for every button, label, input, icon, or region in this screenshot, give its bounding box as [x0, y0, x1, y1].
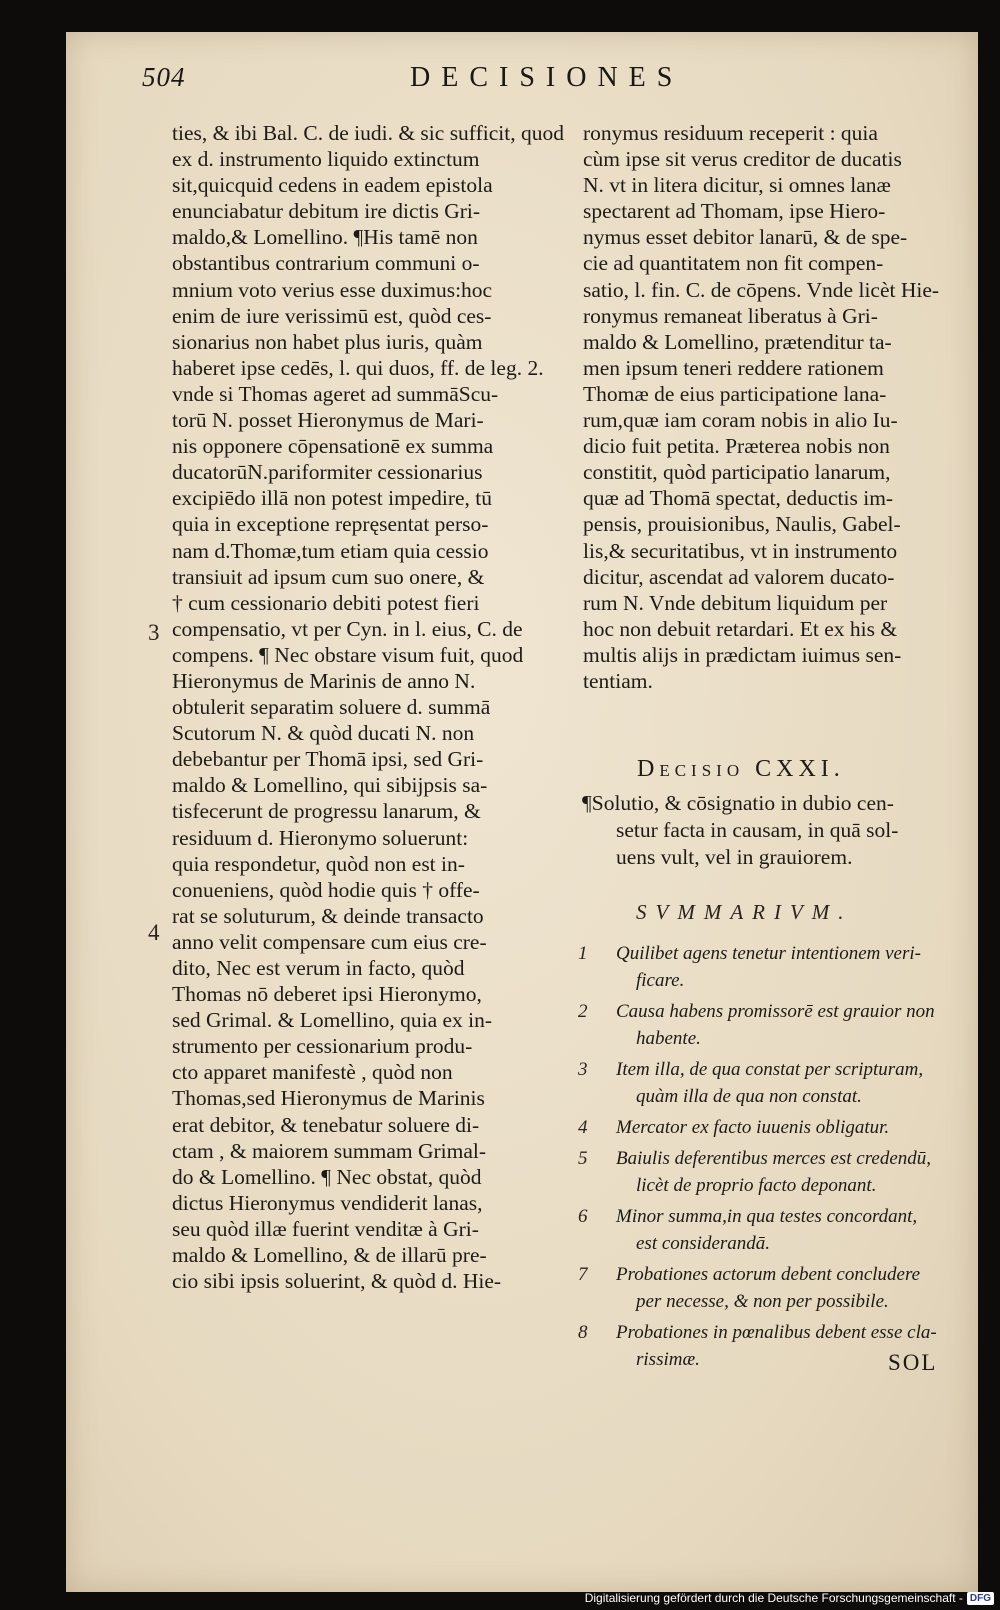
summary-list: [578, 940, 968, 1377]
summary-item: [578, 1203, 968, 1257]
text-line: residuum d. Hieronymo soluerunt:: [172, 825, 469, 850]
summary-item: [578, 940, 968, 994]
text-line: cto apparet manifestè , quòd non: [172, 1060, 453, 1085]
text-line: tisfecerunt de progressu lanarum, &: [172, 799, 481, 824]
text-line: ex d. instrumento liquido extinctum: [172, 147, 480, 172]
text-line: dito, Nec est verum in facto, quòd: [172, 956, 465, 980]
rubric-line: ¶Solutio, & cōsignatio in dubio cen-: [582, 791, 894, 815]
text-line: tentiam.: [583, 668, 653, 693]
summary-item: [578, 1145, 968, 1199]
summary-line: Item illa, de qua constat per scripturam,: [616, 1059, 924, 1080]
text-line: lis,& securitatibus, vt in instrumento: [583, 538, 898, 563]
text-line: quia respondetur, quòd non est in-: [172, 851, 465, 876]
text-line: excipiēdo illā non potest impedire, tū: [172, 486, 493, 511]
dfg-logo: DFG: [967, 1592, 994, 1605]
text-line: N. vt in litera dicitur, si omnes lanæ: [583, 173, 891, 198]
summary-item: [578, 1114, 968, 1141]
decisio-heading: Decisio CXXI.: [637, 756, 845, 782]
summary-line: ficare.: [636, 970, 685, 991]
text-line: satio, l. fin. C. de cōpens. Vnde licèt Hie-: [583, 277, 940, 302]
text-line: multis alijs in prædictam iuimus sen-: [583, 642, 902, 667]
summary-item-text: [616, 1056, 968, 1110]
summarium-heading: SVMMARIVM.: [636, 900, 853, 924]
summary-item-number: 5: [578, 1148, 588, 1169]
page-number: 504: [142, 62, 186, 92]
right-text-column: [583, 120, 959, 694]
catchword: SOL: [888, 1350, 938, 1375]
text-line: ties, & ibi Bal. C. de iudi. & sic sufficit, quod: [172, 121, 564, 145]
rubric-line: setur facta in causam, in quā sol-: [616, 818, 899, 842]
text-line: transiuit ad ipsum cum suo onere, &: [172, 564, 485, 589]
text-line: anno velit compensare cum eius cre-: [172, 929, 487, 954]
text-line: quæ ad Thomā spectat, deductis im-: [583, 486, 894, 511]
summary-item-number: 3: [578, 1059, 588, 1080]
summary-line: habente.: [636, 1028, 701, 1049]
text-line: maldo & Lomellino, prætenditur ta-: [583, 329, 892, 354]
summary-line: Probationes actorum debent concludere: [616, 1264, 921, 1285]
digitization-footer: [585, 1589, 994, 1607]
text-line: seu quòd illæ fuerint venditæ à Gri-: [172, 1216, 479, 1241]
summary-line: Probationes in pœnalibus debent esse cla-: [616, 1322, 937, 1343]
summary-item-number: 4: [578, 1117, 588, 1138]
summary-line: Mercator ex facto iuuenis obligatur.: [616, 1117, 890, 1138]
text-line: dictus Hieronymus vendiderit lanas,: [172, 1190, 483, 1215]
text-line: enunciabatur debitum ire dictis Gri-: [172, 199, 481, 224]
margin-marker: 4: [148, 920, 160, 945]
text-line: † cum cessionario debiti potest fieri: [172, 590, 480, 615]
summary-item-text: [616, 998, 968, 1052]
text-line: Thomas,sed Hieronymus de Marinis: [172, 1086, 485, 1111]
text-line: rat se soluturum, & deinde transacto: [172, 903, 484, 928]
summary-line: est considerandā.: [636, 1233, 771, 1254]
footer-text: Digitalisierung gefördert durch die Deutsche Forschungsgemeinschaft -: [584, 1591, 963, 1605]
summary-item-text: [616, 1203, 968, 1257]
summary-line: rissimæ.: [636, 1349, 700, 1370]
summary-item-number: 1: [578, 943, 588, 964]
summary-item: [578, 1056, 968, 1110]
running-title: DECISIONES: [410, 62, 684, 93]
text-line: cùm ipse sit verus creditor de ducatis: [583, 147, 902, 172]
text-line: Thomas nō deberet ipsi Hieronymo,: [172, 982, 482, 1007]
text-line: maldo & Lomellino, & de illarū pre-: [172, 1243, 487, 1268]
text-line: men ipsum teneri reddere rationem: [583, 355, 884, 380]
text-line: compensatio, vt per Cyn. in l. eius, C. de: [172, 616, 523, 641]
text-line: quia in exceptione repręsentat perso-: [172, 512, 489, 537]
text-line: debebantur per Thomā ipsi, sed Gri-: [172, 747, 484, 772]
summary-item: [578, 1261, 968, 1315]
summary-item-text: [616, 1145, 968, 1199]
text-line: hoc non debuit retardari. Et ex his &: [583, 616, 898, 641]
margin-marker: 3: [148, 620, 160, 645]
summary-item-number: 7: [578, 1264, 588, 1285]
text-line: strumento per cessionarium produ-: [172, 1034, 473, 1059]
summary-item-text: [616, 1114, 968, 1141]
text-line: do & Lomellino. ¶ Nec obstat, quòd: [172, 1164, 482, 1189]
summary-line: Baiulis deferentibus merces est credendū,: [616, 1148, 932, 1169]
text-line: ctam , & maiorem summam Grimal-: [172, 1138, 487, 1163]
text-line: ronymus residuum receperit : quia: [583, 121, 878, 145]
text-line: maldo & Lomellino, qui sibijpsis sa-: [172, 773, 488, 798]
text-line: Hieronymus de Marinis de anno N.: [172, 668, 476, 693]
text-line: ronymus remaneat liberatus à Gri-: [583, 303, 878, 328]
text-line: erat debitor, & tenebatur soluere di-: [172, 1112, 480, 1137]
page-header: [104, 60, 954, 100]
text-line: constitit, quòd participatio lanarum,: [583, 460, 891, 485]
summary-line: Causa habens promissorē est grauior non: [616, 1001, 935, 1022]
text-line: sit,quicquid cedens in eadem epistola: [172, 173, 493, 198]
text-line: sionarius non habet plus iuris, quàm: [172, 329, 483, 354]
text-line: pensis, prouisionibus, Naulis, Gabel-: [583, 512, 901, 537]
summary-line: Minor summa,in qua testes concordant,: [616, 1206, 918, 1227]
text-line: obtulerit separatim soluere d. summā: [172, 695, 491, 720]
text-line: Scutorum N. & quòd ducati N. non: [172, 721, 475, 746]
text-line: compens. ¶ Nec obstare visum fuit, quod: [172, 642, 524, 667]
summary-line: Quilibet agens tenetur intentionem veri-: [616, 943, 921, 964]
text-line: sed Grimal. & Lomellino, quia ex in-: [172, 1008, 493, 1033]
summary-line: quàm illa de qua non constat.: [636, 1086, 862, 1107]
summary-item: [578, 998, 968, 1052]
rubric-line: uens vult, vel in grauiorem.: [616, 845, 853, 869]
text-line: rum,quæ iam coram nobis in alio Iu-: [583, 408, 898, 433]
summary-line: per necesse, & non per possibile.: [636, 1291, 889, 1312]
text-line: mnium voto verius esse duximus:hoc: [172, 277, 493, 302]
text-line: dicitur, ascendat ad valorem ducato-: [583, 564, 895, 589]
text-line: vnde si Thomas ageret ad summāScu-: [172, 381, 499, 406]
text-line: cie ad quantitatem non fit compen-: [583, 251, 884, 276]
text-line: Thomæ de eius participatione lana-: [583, 381, 887, 406]
text-line: nymus esset debitor lanarū, & de spe-: [583, 225, 908, 250]
text-line: maldo,& Lomellino. ¶His tamē non: [172, 225, 478, 250]
text-line: nis opponere cōpensationē ex summa: [172, 434, 494, 459]
decisio-rubric: [582, 790, 962, 871]
left-text-column: [172, 120, 564, 1294]
text-line: torū N. posset Hieronymus de Mari-: [172, 408, 484, 433]
text-line: nam d.Thomæ,tum etiam quia cessio: [172, 538, 489, 563]
summary-item-number: 6: [578, 1206, 588, 1227]
text-line: cio sibi ipsis soluerint, & quòd d. Hie-: [172, 1269, 502, 1294]
text-line: obstantibus contrarium communi o-: [172, 251, 480, 276]
text-line: spectarent ad Thomam, ipse Hiero-: [583, 199, 886, 224]
text-line: rum N. Vnde debitum liquidum per: [583, 590, 888, 615]
text-line: enim de iure verissimū est, quòd ces-: [172, 303, 492, 328]
text-line: conueniens, quòd hodie quis † offe-: [172, 877, 480, 902]
text-line: dicio fuit petita. Præterea nobis non: [583, 434, 890, 459]
summary-item-text: [616, 1261, 968, 1315]
text-line: ducatorūN.pariformiter cessionarius: [172, 460, 483, 485]
summary-line: licèt de proprio facto deponant.: [636, 1175, 877, 1196]
text-line: haberet ipse cedēs, l. qui duos, ff. de leg. 2.: [172, 355, 544, 380]
summary-item-number: 2: [578, 1001, 588, 1022]
summary-item-number: 8: [578, 1322, 588, 1343]
summary-item-text: [616, 940, 968, 994]
